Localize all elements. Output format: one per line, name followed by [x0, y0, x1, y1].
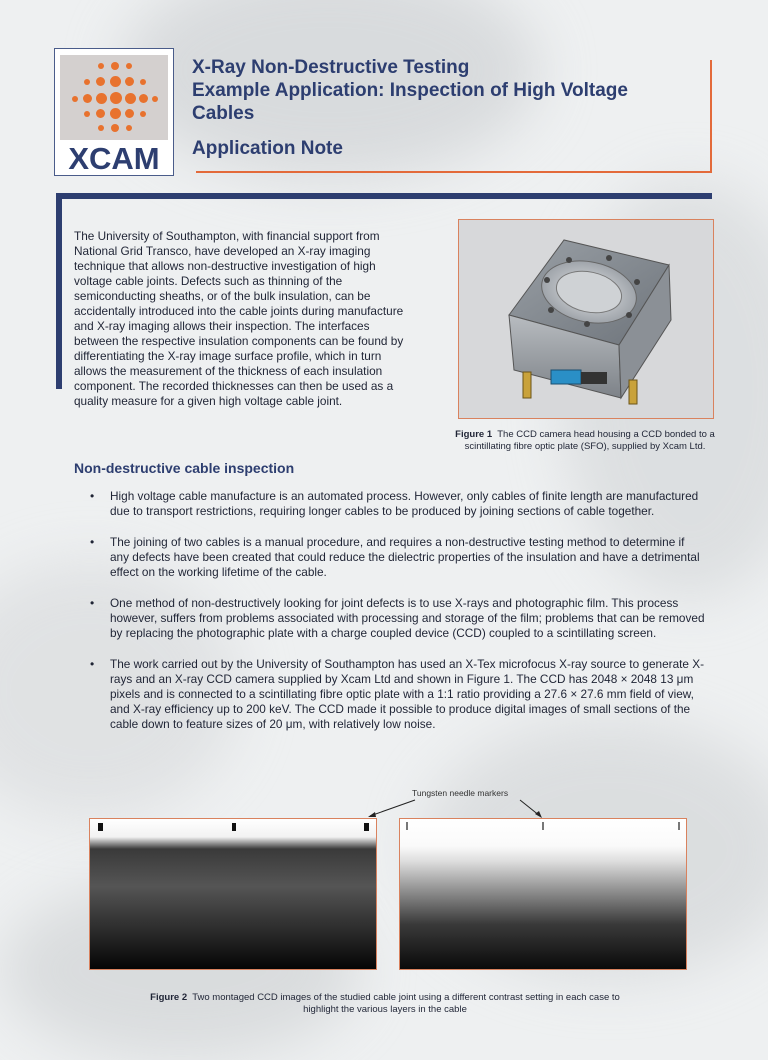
section-divider — [56, 193, 62, 389]
logo-dot — [96, 93, 107, 104]
ccd-camera-illustration — [459, 220, 713, 418]
page-header — [48, 48, 712, 176]
list-item: • The joining of two cables is a manual procedure, and requires a non-destructive testing method to determine if any defects have been created that could reduce the dielectric properties of the insulation and have a detrimental effect on the working lifetime of the cable. — [90, 535, 706, 580]
xcam-logo — [54, 48, 174, 176]
xray-image — [90, 819, 376, 969]
title-line: X-Ray Non-Destructive Testing — [192, 57, 470, 78]
marker-annotation: Tungsten needle markers — [412, 788, 509, 798]
figure-2-caption — [150, 992, 620, 1016]
logo-dot — [96, 77, 105, 86]
logo-dot — [139, 94, 148, 103]
intro-paragraph: The University of Southampton, with financial support from National Grid Transco, have developed an X-ray imaging technique that allows non-destructive investigation of high voltage cable joints. Defects such as thinning of the semiconducting sheaths, or of the bulk insulation, can be accidentally introduced into the cable joints during manufacture and X-ray imaging allows their inspection. The interfaces between the respective insulation components can be found by differentiating the X-ray image surface profile, which in turn allows the measurement of the thickness of each insulation component. The recorded thicknesses can then be used as a quality measure for a given high voltage cable joint. — [74, 229, 404, 408]
logo-dot — [125, 93, 136, 104]
list-item: • High voltage cable manufacture is an automated process. However, only cables of finite length are manufactured due to transport restrictions, requiring longer cables to be produced by joining sections of cable together. — [90, 489, 706, 519]
header-accent-rule — [710, 60, 712, 172]
logo-dot — [140, 79, 146, 85]
logo-dot — [84, 79, 90, 85]
logo-dot — [152, 96, 158, 102]
page-title — [192, 56, 712, 125]
figure-1-caption — [440, 429, 730, 453]
list-item: • One method of non-destructively looking for joint defects is to use X-rays and photographic film. This process however, suffers from problems associated with processing and storage of the film; problems that can be removed by replacing the photographic plate with a charge coupled device (CCD) coupled to a scintillating screen. — [90, 596, 706, 641]
page-subtitle: Application Note — [192, 138, 343, 159]
logo-dot — [98, 125, 104, 131]
logo-dot-grid — [60, 55, 168, 140]
figure-2-ccd-image-right — [399, 818, 687, 970]
section-heading: Non-destructive cable inspection — [74, 460, 295, 476]
logo-dot — [111, 62, 119, 70]
logo-dot — [110, 108, 121, 119]
logo-dot — [111, 124, 119, 132]
logo-dot — [110, 76, 121, 87]
logo-dot — [98, 63, 104, 69]
logo-dot — [126, 63, 132, 69]
logo-wordmark: XCAM — [68, 141, 160, 176]
bullet-list — [90, 489, 706, 732]
logo-dot — [110, 92, 122, 104]
section-divider — [56, 193, 712, 199]
xray-image — [400, 819, 686, 969]
logo-dot — [84, 111, 90, 117]
logo-dot — [140, 111, 146, 117]
figure-1-camera-photo — [458, 219, 714, 419]
figure-label: Figure 2 — [150, 992, 188, 1003]
title-line: Cables — [192, 103, 255, 124]
header-accent-rule — [196, 171, 712, 173]
figure-2-ccd-image-left — [89, 818, 377, 970]
logo-dot — [125, 109, 134, 118]
caption-text: The CCD camera head housing a CCD bonded to a scintillating fibre optic plate (SFO), supplied by Xcam Ltd. — [464, 429, 715, 452]
logo-dot — [96, 109, 105, 118]
logo-dot — [125, 77, 134, 86]
caption-text: Two montaged CCD images of the studied cable joint using a different contrast setting in each case to highlight the various layers in the cable — [192, 992, 620, 1015]
title-line: Example Application: Inspection of High Voltage — [192, 80, 628, 101]
logo-dot — [72, 96, 78, 102]
list-item: • The work carried out by the University of Southampton has used an X-Tex microfocus X-ray source to generate X-rays and an X-ray CCD camera supplied by Xcam Ltd and shown in Figure 1. The CCD has 2048 × 2048 13 μm pixels and is connected to a scintillating fibre optic plate with a 1:1 ratio providing a 27.6 × 27.6 mm field of view, and X-ray efficiency up to 200 keV. The CCD made it possible to produce digital images of small sections of the cable down to feature sizes of 20 μm, with relatively low noise. — [90, 657, 706, 732]
logo-dot — [126, 125, 132, 131]
figure-label: Figure 1 — [455, 429, 493, 440]
logo-dot — [83, 94, 92, 103]
